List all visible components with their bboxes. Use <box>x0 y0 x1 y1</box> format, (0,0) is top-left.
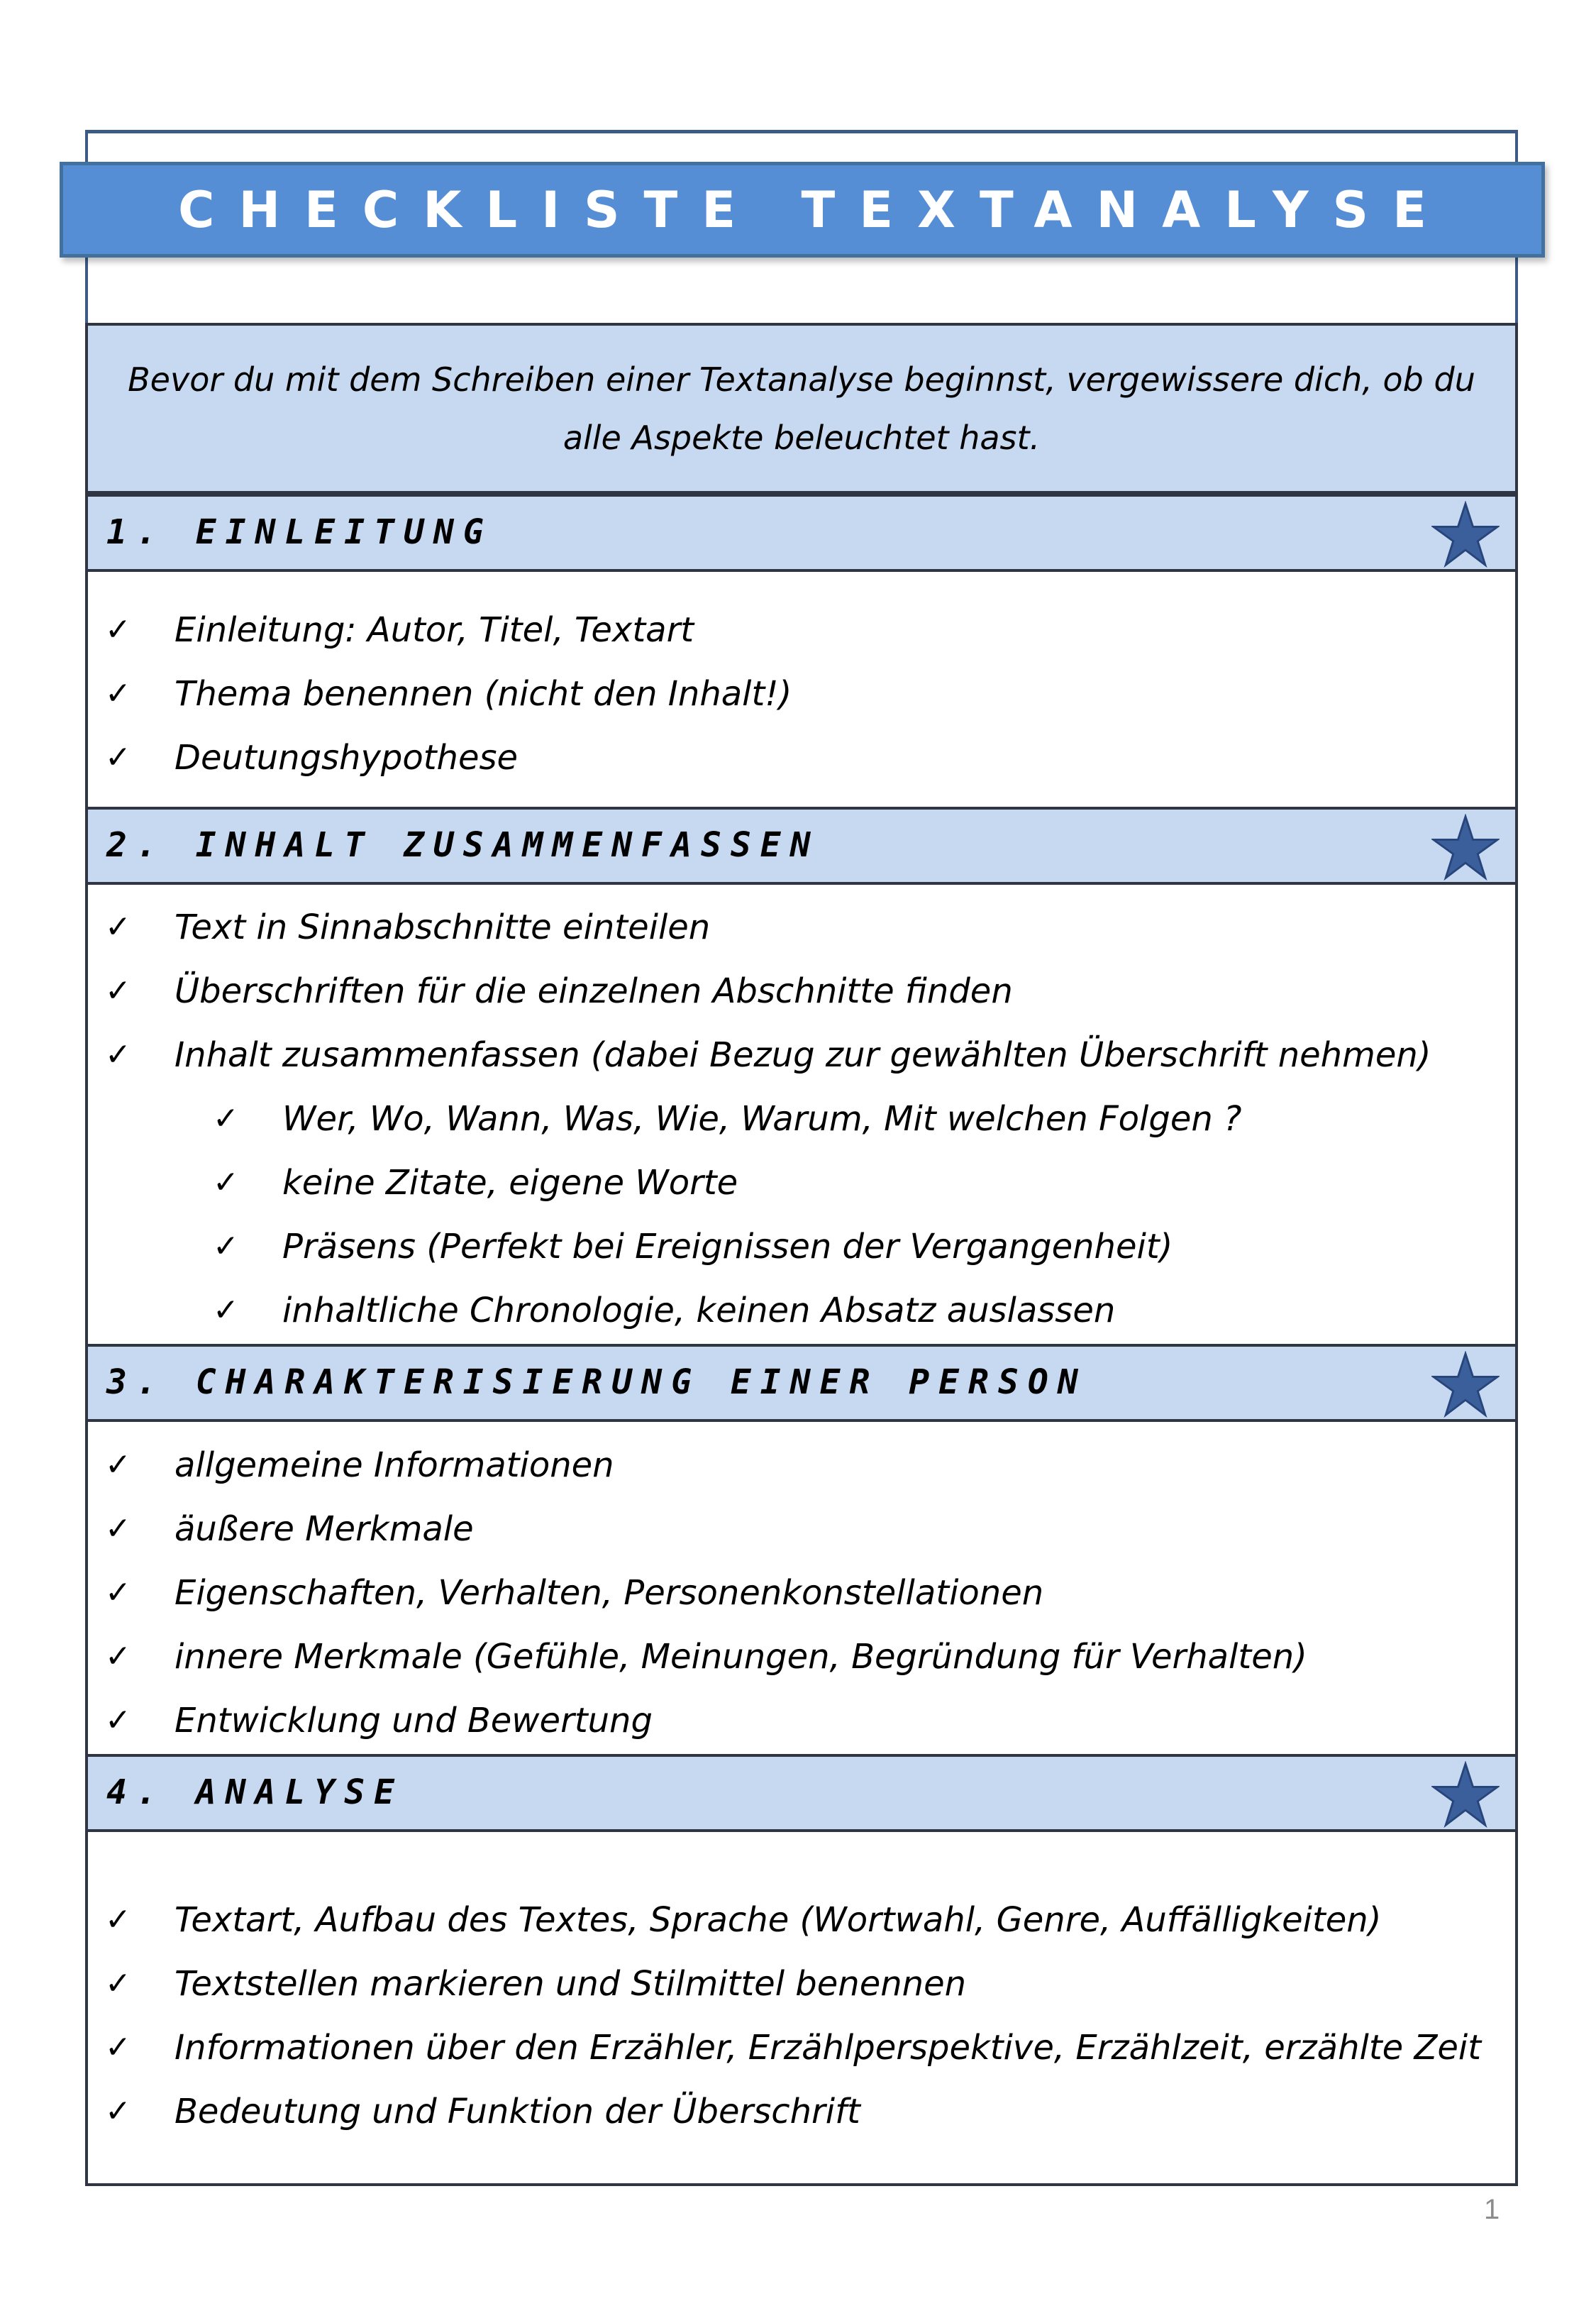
star-icon <box>1431 1761 1500 1829</box>
check-icon: ✓ <box>213 1100 239 1137</box>
star-icon <box>1431 1351 1500 1419</box>
checklist-subitem: Präsens (Perfekt bei Ereignissen der Vergangenheit) <box>282 1227 1173 1267</box>
check-icon: ✓ <box>105 1037 131 1073</box>
check-icon: ✓ <box>105 612 131 648</box>
checklist-item: Inhalt zusammenfassen (dabei Bezug zur gewählten Überschrift nehmen) <box>174 1035 1431 1075</box>
check-icon: ✓ <box>105 1511 131 1547</box>
checklist-subitem: keine Zitate, eigene Worte <box>282 1163 738 1203</box>
section-header-inhalt <box>88 807 1515 885</box>
checklist-item: Bedeutung und Funktion der Überschrift <box>174 2092 860 2131</box>
title-banner <box>60 162 1545 258</box>
checklist-item: Deutungshypothese <box>174 738 519 778</box>
check-icon: ✓ <box>105 1638 131 1675</box>
check-icon: ✓ <box>105 909 131 945</box>
checklist-item: Einleitung: Autor, Titel, Textart <box>174 610 694 650</box>
check-icon: ✓ <box>213 1292 239 1328</box>
check-icon: ✓ <box>105 1902 131 1938</box>
section-heading: 2. INHALT ZUSAMMENFASSEN <box>106 825 820 865</box>
checklist-item: Entwicklung und Bewertung <box>174 1701 653 1740</box>
checklist-subitem: inhaltliche Chronologie, keinen Absatz auslassen <box>282 1291 1116 1330</box>
section-heading: 4. ANALYSE <box>106 1772 404 1812</box>
checklist-item: äußere Merkmale <box>174 1509 474 1549</box>
check-icon: ✓ <box>105 1574 131 1611</box>
page-number: 1 <box>1484 2194 1500 2225</box>
intro-text: Bevor du mit dem Schreiben einer Textanalyse beginnst, vergewissere dich, ob du alle Aspekte beleuchtet hast. <box>128 360 1475 457</box>
checklist-item: Text in Sinnabschnitte einteilen <box>174 907 711 947</box>
section-header-charakterisierung <box>88 1344 1515 1422</box>
checklist-item: Informationen über den Erzähler, Erzählperspektive, Erzählzeit, erzählte Zeit <box>174 2028 1482 2068</box>
section-heading: 1. EINLEITUNG <box>106 512 493 552</box>
check-icon: ✓ <box>105 675 131 712</box>
check-icon: ✓ <box>105 1447 131 1483</box>
check-icon: ✓ <box>105 2093 131 2129</box>
check-icon: ✓ <box>105 2029 131 2065</box>
section-header-analyse <box>88 1754 1515 1832</box>
checklist-item: Thema benennen (nicht den Inhalt!) <box>174 674 792 714</box>
checklist-item: allgemeine Informationen <box>174 1445 614 1485</box>
section-header-einleitung <box>88 494 1515 572</box>
check-icon: ✓ <box>213 1164 239 1201</box>
checklist-item: Eigenschaften, Verhalten, Personenkonstellationen <box>174 1573 1044 1613</box>
star-icon <box>1431 501 1500 569</box>
checklist-subitem: Wer, Wo, Wann, Was, Wie, Warum, Mit welchen Folgen ? <box>282 1099 1242 1139</box>
check-icon: ✓ <box>105 973 131 1009</box>
check-icon: ✓ <box>105 1965 131 2002</box>
check-icon: ✓ <box>213 1228 239 1264</box>
star-icon <box>1431 814 1500 882</box>
checklist-item: innere Merkmale (Gefühle, Meinungen, Begründung für Verhalten) <box>174 1637 1307 1677</box>
checklist-item: Textart, Aufbau des Textes, Sprache (Wortwahl, Genre, Auffälligkeiten) <box>174 1900 1382 1940</box>
checklist-item: Textstellen markieren und Stilmittel benennen <box>174 1964 967 2004</box>
checklist-item: Überschriften für die einzelnen Abschnitte finden <box>174 971 1013 1011</box>
intro-box <box>88 323 1515 494</box>
check-icon: ✓ <box>105 1702 131 1738</box>
document-title: CHECKLISTE TEXTANALYSE <box>178 180 1451 239</box>
section-heading: 3. CHARAKTERISIERUNG EINER PERSON <box>106 1362 1087 1402</box>
check-icon: ✓ <box>105 739 131 776</box>
